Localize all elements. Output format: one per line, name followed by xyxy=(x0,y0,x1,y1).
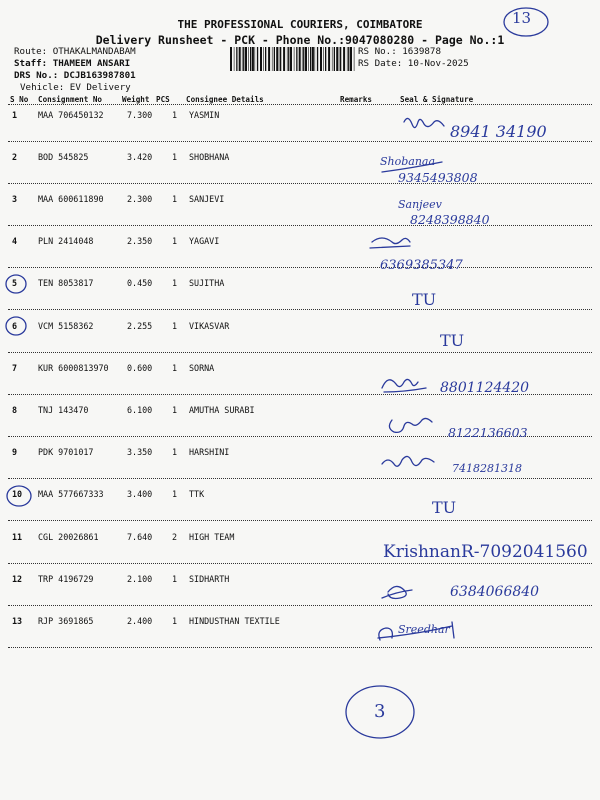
barcode-bar xyxy=(308,47,309,71)
barcode-bar xyxy=(303,47,304,71)
row-weight: 6.100 xyxy=(127,405,153,415)
barcode-bar xyxy=(283,47,285,71)
route-label: Route: OTHAKALMANDABAM xyxy=(14,46,136,57)
drs-label: DRS No.: DCJB163987801 xyxy=(14,70,136,81)
row-divider xyxy=(8,309,592,310)
barcode-bar xyxy=(310,47,311,71)
row-consignment-no: TNJ 143470 xyxy=(38,405,89,415)
row-sno: 5 xyxy=(12,278,18,288)
row-pcs: 1 xyxy=(172,447,178,457)
row-consignee: SIDHARTH xyxy=(189,574,230,584)
barcode-bar xyxy=(347,47,348,71)
staff-label: Staff: THAMEEM ANSARI xyxy=(14,58,131,69)
signature-4-scribble xyxy=(370,238,410,248)
row-weight: 3.420 xyxy=(127,152,153,162)
row-consignment-no: CGL 20026861 xyxy=(38,532,99,542)
signature-12-scribble xyxy=(382,586,412,598)
barcode-bar xyxy=(274,47,275,71)
vehicle-label: Vehicle: EV Delivery xyxy=(20,82,131,93)
barcode-bar xyxy=(343,47,345,71)
row-divider xyxy=(8,647,592,648)
row-pcs: 1 xyxy=(172,194,178,204)
signature-5-mark: TU xyxy=(412,290,437,309)
row-consignee: HARSHINI xyxy=(189,447,230,457)
barcode-bar xyxy=(250,47,251,71)
signature-4-phone: 6369385347 xyxy=(380,258,463,273)
row-consignee: YASMIN xyxy=(189,110,220,120)
signature-6-mark: TU xyxy=(440,331,465,350)
col-signature: Seal & Signature xyxy=(400,95,474,104)
footer-mark-text: 3 xyxy=(374,701,386,722)
row-weight: 3.400 xyxy=(127,489,153,499)
barcode-bar xyxy=(272,47,273,71)
row-pcs: 1 xyxy=(172,321,178,331)
row-consignee: SORNA xyxy=(189,363,215,373)
row-divider xyxy=(8,352,592,353)
col-pcs: PCS xyxy=(156,95,170,104)
signature-12-phone: 6384066840 xyxy=(450,584,540,600)
row-sno: 3 xyxy=(12,194,18,204)
col-remarks: Remarks xyxy=(340,95,373,104)
row-sno: 2 xyxy=(12,152,18,162)
row-pcs: 1 xyxy=(172,110,178,120)
row-weight: 2.400 xyxy=(127,616,153,626)
signature-2-name: Shobanaa xyxy=(380,155,436,168)
row-weight: 2.255 xyxy=(127,321,153,331)
barcode-bar xyxy=(317,47,318,71)
signature-11-text: KrishnanR-7092041560 xyxy=(383,542,588,562)
row-divider xyxy=(8,520,592,521)
barcode-bar xyxy=(288,47,289,71)
row-sno: 7 xyxy=(12,363,18,373)
row-consignee: SUJITHA xyxy=(189,278,225,288)
signature-9-phone: 7418281318 xyxy=(452,462,522,475)
barcode-bar xyxy=(334,47,335,71)
barcode-bar xyxy=(339,47,340,71)
row-weight: 3.350 xyxy=(127,447,153,457)
row-weight: 0.600 xyxy=(127,363,153,373)
barcode-bar xyxy=(290,47,292,71)
row-consignee: YAGAVI xyxy=(189,236,220,246)
row-pcs: 1 xyxy=(172,152,178,162)
barcode-bar xyxy=(263,47,264,71)
signature-8-scribble xyxy=(389,418,432,432)
row-sno: 6 xyxy=(12,321,18,331)
row-sno: 1 xyxy=(12,110,18,120)
row-weight: 7.300 xyxy=(127,110,153,120)
barcode-bar xyxy=(323,47,324,71)
signature-3-phone: 8248398840 xyxy=(410,212,490,227)
barcode-image xyxy=(230,47,355,71)
row-weight: 2.300 xyxy=(127,194,153,204)
row-consignee: HINDUSTHAN TEXTILE xyxy=(189,616,280,626)
barcode-bar xyxy=(255,47,256,71)
signature-2-phone: 9345493808 xyxy=(398,170,478,185)
barcode-bar xyxy=(234,47,235,71)
barcode-bar xyxy=(280,47,281,71)
row-consignment-no: PLN 2414048 xyxy=(38,236,94,246)
row-consignment-no: BOD 545825 xyxy=(38,152,89,162)
barcode-bar xyxy=(328,47,330,71)
header-rule xyxy=(8,104,592,105)
row-pcs: 1 xyxy=(172,278,178,288)
row-weight: 2.100 xyxy=(127,574,153,584)
signature-1-scribble xyxy=(404,118,444,127)
row-divider xyxy=(8,605,592,606)
barcode-bar xyxy=(276,47,278,71)
barcode-bar xyxy=(302,47,303,71)
row-sno: 8 xyxy=(12,405,18,415)
barcode-bar xyxy=(354,47,355,71)
row-sno: 4 xyxy=(12,236,18,246)
row-consignment-no: VCM 5158362 xyxy=(38,321,94,331)
barcode-bar xyxy=(336,47,338,71)
barcode-bar xyxy=(325,47,326,71)
barcode-bar xyxy=(332,47,333,71)
row-sno: 12 xyxy=(12,574,23,584)
barcode-bar xyxy=(245,47,247,71)
row-sno: 9 xyxy=(12,447,18,457)
row-consignment-no: PDK 9701017 xyxy=(38,447,94,457)
signature-3-name: Sanjeev xyxy=(398,198,442,211)
barcode-bar xyxy=(287,47,288,71)
row-sno: 11 xyxy=(12,532,23,542)
barcode-bar xyxy=(236,47,237,71)
row-weight: 0.450 xyxy=(127,278,153,288)
row-consignee: VIKASVAR xyxy=(189,321,230,331)
col-weight: Weight xyxy=(122,95,150,104)
row-pcs: 1 xyxy=(172,489,178,499)
col-consignee: Consignee Details xyxy=(186,95,264,104)
row-pcs: 1 xyxy=(172,363,178,373)
row-divider xyxy=(8,225,592,226)
barcode-bar xyxy=(340,47,341,71)
barcode-bar xyxy=(320,47,322,71)
row-consignment-no: MAA 706450132 xyxy=(38,110,104,120)
barcode-bar xyxy=(265,47,266,71)
row-pcs: 1 xyxy=(172,405,178,415)
signature-8-phone: 8122136603 xyxy=(448,425,528,440)
rs-number: RS No.: 1639878 xyxy=(358,46,441,57)
barcode-bar xyxy=(257,47,258,71)
row-sno: 10 xyxy=(12,489,23,499)
row-consignment-no: MAA 600611890 xyxy=(38,194,104,204)
row-consignee: TTK xyxy=(189,489,205,499)
row-sno: 13 xyxy=(12,616,23,626)
row-consignment-no: RJP 3691865 xyxy=(38,616,94,626)
row-consignee: SHOBHANA xyxy=(189,152,230,162)
row-consignee: HIGH TEAM xyxy=(189,532,235,542)
col-sno: S No xyxy=(10,95,29,104)
row-pcs: 1 xyxy=(172,236,178,246)
barcode-bar xyxy=(243,47,244,71)
barcode-bar xyxy=(315,47,316,71)
barcode-bar xyxy=(299,47,301,71)
row-consignee: SANJEVI xyxy=(189,194,225,204)
barcode-bar xyxy=(260,47,262,71)
col-consignment: Consignment No xyxy=(38,95,103,104)
signature-1-phone: 8941 34190 xyxy=(450,122,547,141)
barcode-bar xyxy=(248,47,249,71)
barcode-bar xyxy=(242,47,243,71)
signature-7-phone: 8801124420 xyxy=(440,380,530,396)
barcode-bar xyxy=(230,47,232,71)
barcode-bar xyxy=(350,47,352,71)
row-divider xyxy=(8,563,592,564)
barcode-bar xyxy=(294,47,295,71)
row-pcs: 1 xyxy=(172,574,178,584)
row-consignment-no: MAA 577667333 xyxy=(38,489,104,499)
row-consignment-no: TEN 8053817 xyxy=(38,278,94,288)
company-title: THE PROFESSIONAL COURIERS, COIMBATORE xyxy=(177,18,423,31)
signature-7-scribble xyxy=(382,379,426,392)
barcode-bar xyxy=(252,47,254,71)
row-divider xyxy=(8,267,592,268)
barcode-bar xyxy=(348,47,349,71)
barcode-bar xyxy=(312,47,314,71)
runsheet-subtitle: Delivery Runsheet - PCK - Phone No.:9047080280 - Page No.:1 xyxy=(95,33,505,47)
row-consignment-no: KUR 6000813970 xyxy=(38,363,109,373)
signature-9-scribble xyxy=(382,456,434,466)
barcode-bar xyxy=(239,47,241,71)
signature-13-name: Sreedhar xyxy=(398,623,450,636)
row-divider xyxy=(8,141,592,142)
row-pcs: 2 xyxy=(172,532,178,542)
row-weight: 2.350 xyxy=(127,236,153,246)
page-mark-text: 13 xyxy=(512,9,532,27)
row-pcs: 1 xyxy=(172,616,178,626)
barcode-bar xyxy=(305,47,307,71)
barcode-bar xyxy=(279,47,280,71)
barcode-bar xyxy=(268,47,270,71)
signature-10-mark: TU xyxy=(432,498,457,517)
row-consignee: AMUTHA SURABI xyxy=(189,405,255,415)
barcode-bar xyxy=(296,47,297,71)
row-divider xyxy=(8,183,592,184)
row-weight: 7.640 xyxy=(127,532,153,542)
row-divider xyxy=(8,478,592,479)
rs-date: RS Date: 10-Nov-2025 xyxy=(358,58,469,69)
row-consignment-no: TRP 4196729 xyxy=(38,574,94,584)
